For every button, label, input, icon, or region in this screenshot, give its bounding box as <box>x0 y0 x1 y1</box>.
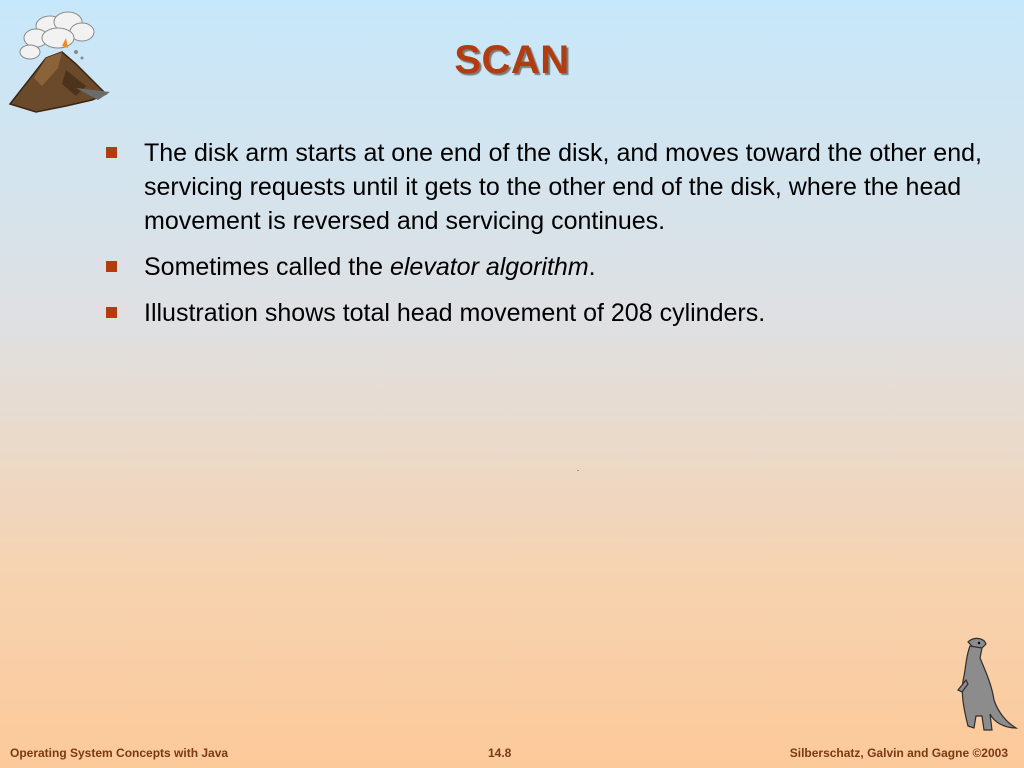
bullet-list <box>104 136 984 342</box>
square-bullet-icon <box>106 307 117 318</box>
slide-title: SCAN <box>454 38 570 82</box>
bullet-item <box>104 296 984 330</box>
footer-authors: Silberschatz, Galvin and Gagne ©2003 <box>789 746 1008 760</box>
bullet-text <box>144 253 596 281</box>
bullet-item <box>104 250 984 284</box>
bullet-text-lead: Sometimes called the <box>144 253 390 281</box>
bullet-text: Illustration shows total head movement of 208 cylinders. <box>144 299 766 327</box>
stray-dot <box>577 470 579 471</box>
bullet-text: The disk arm starts at one end of the disk, and moves toward the other end, servicing requests until it gets to the other end of the disk, where the head movement is reversed and servicing continues. <box>144 139 982 235</box>
bullet-text-tail: . <box>588 253 596 281</box>
footer-page-number: 14.8 <box>488 746 512 760</box>
dinosaur-icon <box>948 636 1018 736</box>
square-bullet-icon <box>106 147 117 158</box>
footer-book-title: Operating System Concepts with Java <box>10 746 229 760</box>
square-bullet-icon <box>106 261 117 272</box>
bullet-item <box>104 136 984 238</box>
bullet-emphasis: elevator algorithm <box>389 253 589 281</box>
